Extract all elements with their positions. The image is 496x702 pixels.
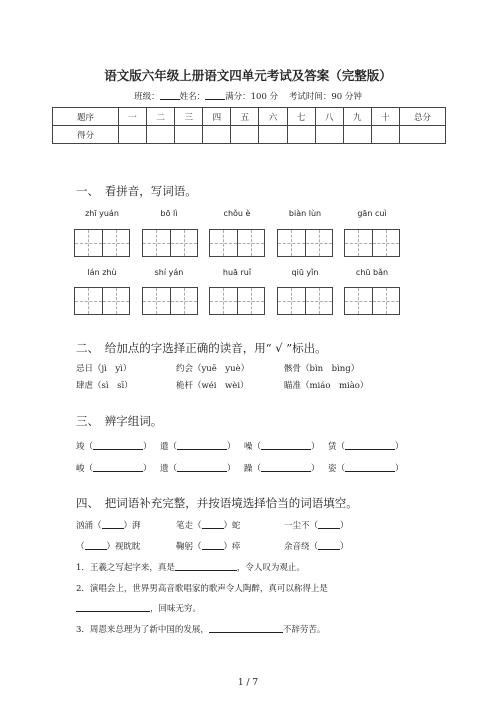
writing-box[interactable] <box>209 287 265 315</box>
class-blank[interactable] <box>160 91 180 100</box>
header-cell: 二 <box>147 108 175 126</box>
idiom-text: ）湃 <box>123 521 141 531</box>
idiom-text: （ <box>76 542 85 552</box>
answer-blank[interactable] <box>76 603 150 612</box>
writing-box[interactable] <box>142 229 198 257</box>
answer-blank[interactable] <box>318 520 340 529</box>
writing-box[interactable] <box>142 287 198 315</box>
char-label: 噪（ <box>244 442 262 452</box>
idiom-text: 一尘不（ <box>284 521 319 531</box>
header-cell: 一 <box>119 108 147 126</box>
idiom-item <box>176 519 241 531</box>
page-title: 语文版六年级上册语文四单元考试及答案（完整版） <box>104 68 392 83</box>
answer-blank[interactable] <box>177 463 227 472</box>
answer-blank[interactable] <box>202 541 224 550</box>
idiom-text: 汹涌（ <box>76 521 102 531</box>
exam-info <box>0 90 496 102</box>
pinyin: zhī yuán <box>85 209 119 218</box>
score-cell[interactable] <box>119 126 147 144</box>
writing-box[interactable] <box>277 229 333 257</box>
score-row <box>53 126 446 144</box>
question-text: 1．王羲之写起字来，真是 <box>76 563 175 573</box>
answer-blank[interactable] <box>345 441 395 450</box>
question-text: ，回味无穷。 <box>150 604 202 614</box>
idiom-text: ）瘁 <box>223 542 241 552</box>
reading-choice[interactable]: 肆虐（sì sī） <box>76 381 133 391</box>
idiom-text: ） <box>340 521 349 531</box>
header-cell: 五 <box>231 108 259 126</box>
class-label: 班级： <box>134 92 160 102</box>
score-cell[interactable] <box>147 126 175 144</box>
score-cell[interactable] <box>400 126 446 144</box>
idiom-text: ） <box>340 542 349 552</box>
paren: ） <box>143 442 152 452</box>
question-2: 2．演唱会上，世界男高音歌唱家的歌声令人陶醉，真可以称得上是 <box>76 584 328 594</box>
char-label: 遣（ <box>160 442 178 452</box>
pinyin: lán zhù <box>87 268 117 277</box>
writing-box[interactable] <box>74 229 130 257</box>
exam-time: 考试时间：90 分钟 <box>288 92 362 102</box>
pinyin: huā ruǐ <box>222 268 252 277</box>
paren: ） <box>395 464 404 474</box>
full-score: 满分：100 分 <box>225 92 279 102</box>
header-cell: 十 <box>371 108 399 126</box>
header-cell: 三 <box>175 108 203 126</box>
char-label: 赁（ <box>328 442 346 452</box>
score-cell[interactable] <box>343 126 371 144</box>
score-cell[interactable] <box>175 126 203 144</box>
answer-blank[interactable] <box>261 441 311 450</box>
score-cell[interactable] <box>231 126 259 144</box>
char-label: 竣（ <box>76 442 94 452</box>
score-header-row <box>53 108 446 126</box>
pinyin: bō lì <box>160 209 178 218</box>
idiom-text: ）蛇 <box>223 521 241 531</box>
header-cell: 七 <box>287 108 315 126</box>
answer-blank[interactable] <box>93 463 143 472</box>
word-group-item <box>328 462 404 474</box>
page-number: 1 / 7 <box>237 678 259 688</box>
answer-blank[interactable] <box>175 562 237 571</box>
reading-choice[interactable]: 桅杆（wéi wèi） <box>176 381 249 391</box>
score-row-label: 得分 <box>53 126 119 144</box>
score-cell[interactable] <box>203 126 231 144</box>
word-group-item <box>76 462 152 474</box>
answer-blank[interactable] <box>177 441 227 450</box>
header-cell: 八 <box>315 108 343 126</box>
word-group-item <box>244 462 320 474</box>
word-group-item <box>244 440 320 452</box>
question-1 <box>76 561 305 573</box>
answer-blank[interactable] <box>202 520 224 529</box>
score-cell[interactable] <box>259 126 287 144</box>
paren: ） <box>227 442 236 452</box>
writing-box[interactable] <box>277 287 333 315</box>
answer-blank[interactable] <box>345 463 395 472</box>
char-label: 姿（ <box>328 464 346 474</box>
idiom-item <box>284 540 349 552</box>
answer-blank[interactable] <box>102 520 124 529</box>
reading-choice[interactable]: 忌日（jì yì） <box>76 364 132 374</box>
idiom-text: 余音绕（ <box>284 542 319 552</box>
header-cell: 题序 <box>53 108 119 126</box>
idiom-item <box>76 540 141 552</box>
header-cell: 九 <box>343 108 371 126</box>
paren: ） <box>227 464 236 474</box>
idiom-text: ）视眈眈 <box>106 542 141 552</box>
word-group-item <box>76 440 152 452</box>
question-text: 3．周恩来总理为了新中国的发展， <box>76 625 209 635</box>
pinyin: gān cuì <box>357 209 387 218</box>
score-table <box>52 107 446 144</box>
header-cell: 总分 <box>400 108 446 126</box>
answer-blank[interactable] <box>209 624 283 633</box>
answer-blank[interactable] <box>261 463 311 472</box>
name-label: 姓名： <box>179 92 206 102</box>
section3-title: 三、 辨字组词。 <box>76 414 163 428</box>
section2-title: 二、 给加点的字选择正确的读音，用“ √ ”标出。 <box>76 341 327 355</box>
reading-choice[interactable]: 约会（yuē yuè） <box>176 364 250 374</box>
reading-choice[interactable]: 骸骨（bìn bìng） <box>284 364 360 374</box>
writing-box[interactable] <box>344 287 400 315</box>
idiom-item <box>284 519 349 531</box>
char-label: 躁（ <box>244 464 262 474</box>
idiom-text: 笔走（ <box>176 521 202 531</box>
question-2-line2 <box>76 602 201 614</box>
pinyin: qiū yǐn <box>291 268 319 277</box>
reading-choice[interactable]: 瞄准（miáo miào） <box>284 381 369 391</box>
paren: ） <box>395 442 404 452</box>
question-text: 不辞劳苦。 <box>282 625 326 635</box>
pinyin: biàn lùn <box>288 209 322 218</box>
question-3 <box>76 623 325 635</box>
writing-box[interactable] <box>209 229 265 257</box>
score-cell[interactable] <box>371 126 399 144</box>
idiom-item <box>76 519 141 531</box>
word-group-item <box>160 462 236 474</box>
question-text: ，令人叹为观止。 <box>236 563 305 573</box>
idiom-item <box>176 540 241 552</box>
pinyin: chǒu è <box>223 209 251 218</box>
answer-blank[interactable] <box>93 441 143 450</box>
answer-blank[interactable] <box>85 541 107 550</box>
idiom-text: 鞠躬（ <box>176 542 202 552</box>
header-cell: 六 <box>259 108 287 126</box>
section1-title: 一、 看拼音，写词语。 <box>76 184 197 198</box>
pinyin: chū bǎn <box>355 268 389 277</box>
word-group-item <box>328 440 404 452</box>
score-cell[interactable] <box>287 126 315 144</box>
section4-title: 四、 把词语补充完整，并按语境选择恰当的词语填空。 <box>76 496 358 510</box>
answer-blank[interactable] <box>318 541 340 550</box>
word-group-item <box>160 440 236 452</box>
paren: ） <box>143 464 152 474</box>
writing-box[interactable] <box>344 229 400 257</box>
writing-box[interactable] <box>74 287 130 315</box>
score-cell[interactable] <box>315 126 343 144</box>
char-label: 遗（ <box>160 464 178 474</box>
char-label: 峻（ <box>76 464 94 474</box>
header-cell: 四 <box>203 108 231 126</box>
paren: ） <box>311 464 320 474</box>
pinyin: shí yán <box>154 268 184 277</box>
paren: ） <box>311 442 320 452</box>
name-blank[interactable] <box>205 91 225 100</box>
